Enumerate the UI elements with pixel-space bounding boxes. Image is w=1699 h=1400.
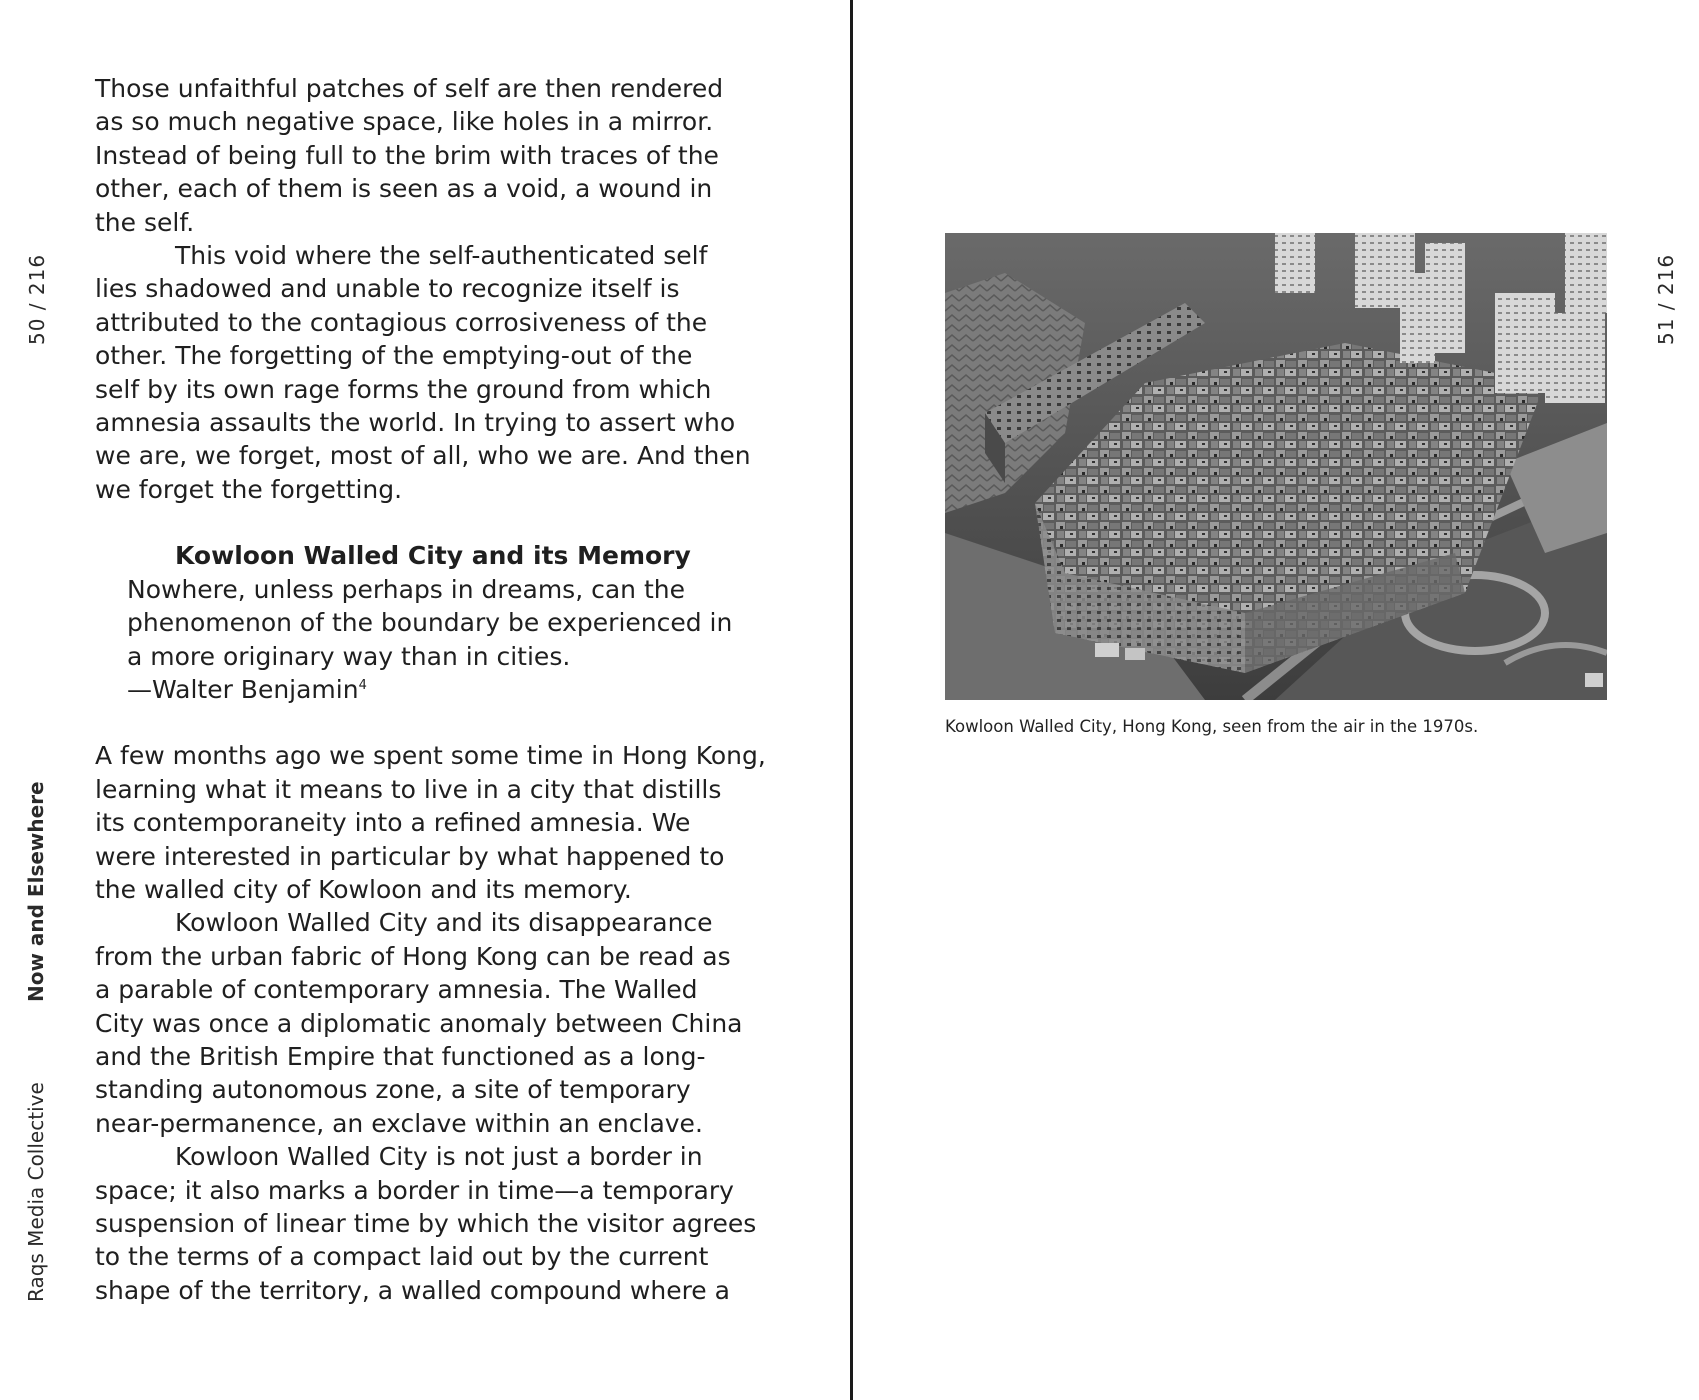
text-line: This void where the self-authenticated self (175, 241, 708, 271)
aerial-photo-kowloon (945, 233, 1607, 700)
text-line: Kowloon Walled City and its disappearance (175, 908, 713, 938)
epigraph-line: Nowhere, unless perhaps in dreams, can the (127, 574, 685, 604)
text-line: other. The forgetting of the emptying-out of the (95, 341, 693, 371)
text-line: a parable of contemporary amnesia. The Walled (95, 975, 698, 1005)
epigraph-line: phenomenon of the boundary be experienced in (127, 608, 733, 638)
paragraph-1 (95, 72, 775, 239)
text-line: lies shadowed and unable to recognize itself is (95, 274, 680, 304)
book-title: Now and Elsewhere (24, 781, 48, 1002)
text-line: standing autonomous zone, a site of temporary (95, 1075, 691, 1105)
left-page-text (95, 72, 775, 1307)
text-line: the self. (95, 207, 195, 237)
text-line: were interested in particular by what happened to (95, 841, 725, 871)
text-line: as so much negative space, like holes in a mirror. (95, 107, 714, 137)
text-line: suspension of linear time by which the visitor agrees (95, 1209, 757, 1238)
paragraph-2 (95, 239, 775, 506)
spine-divider (850, 0, 853, 1400)
paragraph-3 (95, 739, 775, 906)
page-number-right: 51 / 216 (1654, 253, 1678, 345)
text-line: Instead of being full to the brim with traces of the (95, 140, 719, 170)
section-heading: Kowloon Walled City and its Memory (175, 541, 691, 571)
text-line: we forget the forgetting. (95, 474, 403, 504)
text-line: A few months ago we spent some time in Hong Kong, (95, 741, 766, 771)
page-number-left: 50 / 216 (25, 253, 49, 345)
text-line: other, each of them is seen as a void, a wound in (95, 174, 713, 204)
text-line: City was once a diplomatic anomaly between China (95, 1008, 743, 1038)
text-line: we are, we forget, most of all, who we are. And then (95, 441, 751, 471)
text-line: learning what it means to live in a city that distills (95, 774, 722, 804)
paragraph-5 (95, 1140, 775, 1307)
text-line: self by its own rage forms the ground from which (95, 374, 712, 404)
text-line: from the urban fabric of Hong Kong can be read as (95, 941, 731, 971)
author-name: Raqs Media Collective (24, 1082, 48, 1302)
text-line: and the British Empire that functioned as a long- (95, 1041, 706, 1071)
text-line: Those unfaithful patches of self are then rendered (95, 74, 724, 103)
epigraph-attribution (127, 673, 775, 706)
text-line: space; it also marks a border in time—a temporary (95, 1175, 734, 1205)
photo-illustration (945, 233, 1607, 700)
text-line: the walled city of Kowloon and its memory. (95, 874, 632, 904)
photo-caption: Kowloon Walled City, Hong Kong, seen from the air in the 1970s. (945, 717, 1479, 736)
attribution-text: —Walter Benjamin (127, 674, 359, 704)
footnote-marker[interactable]: 4 (358, 677, 367, 693)
text-line: attributed to the contagious corrosiveness of the (95, 307, 708, 337)
text-line: shape of the territory, a walled compound where a (95, 1275, 730, 1305)
text-line: Kowloon Walled City is not just a border in (175, 1142, 703, 1172)
epigraph (95, 573, 775, 707)
text-line: amnesia assaults the world. In trying to assert who (95, 408, 736, 438)
epigraph-line: a more originary way than in cities. (127, 641, 571, 671)
paragraph-4 (95, 906, 775, 1140)
text-line: to the terms of a compact laid out by the current (95, 1242, 709, 1272)
text-line: near-permanence, an exclave within an enclave. (95, 1108, 703, 1138)
text-line: its contemporaneity into a refined amnesia. We (95, 808, 691, 838)
